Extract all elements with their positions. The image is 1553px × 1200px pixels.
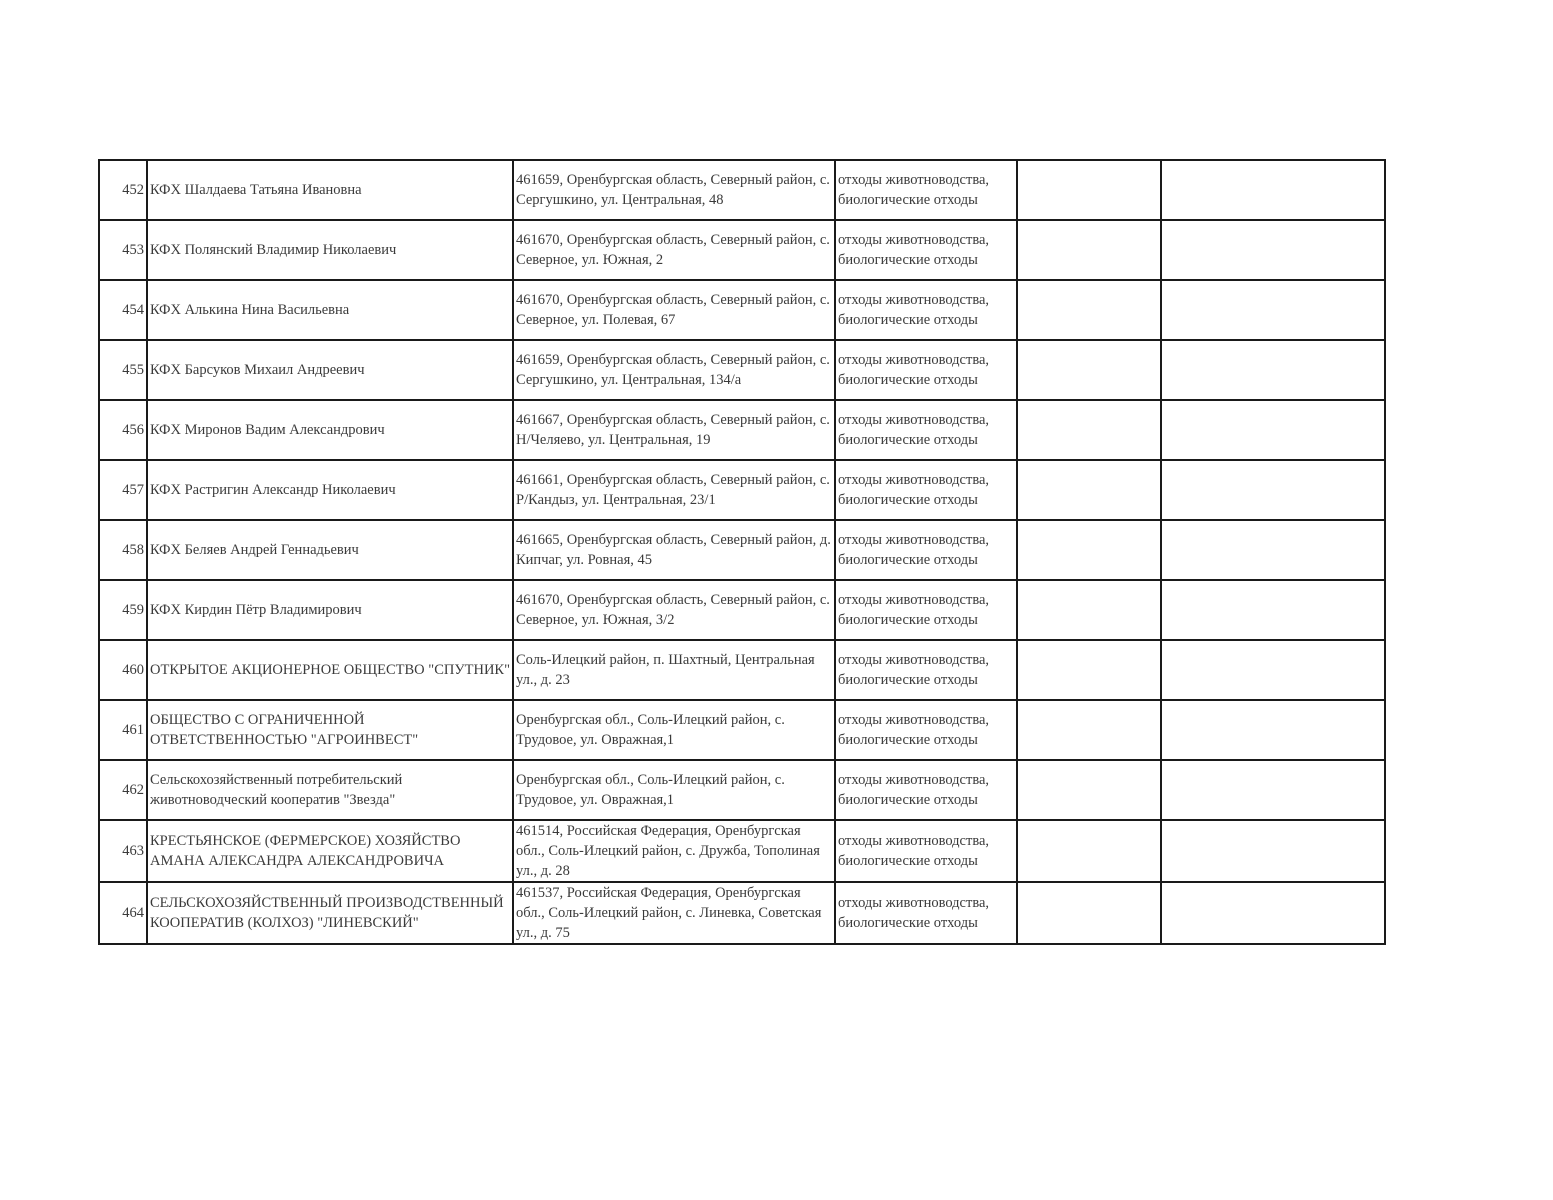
empty-cell: [1017, 220, 1161, 280]
address-cell: Оренбургская обл., Соль-Илецкий район, с. Трудовое, ул. Овражная,1: [513, 700, 835, 760]
address-cell: Соль-Илецкий район, п. Шахтный, Центральная ул., д. 23: [513, 640, 835, 700]
waste-type-cell: отходы животноводства, биологические отходы: [835, 340, 1017, 400]
address-cell: 461661, Оренбургская область, Северный район, с. Р/Кандыз, ул. Центральная, 23/1: [513, 460, 835, 520]
waste-type-cell: отходы животноводства, биологические отходы: [835, 220, 1017, 280]
row-number-cell: 460: [99, 640, 147, 700]
table-row: [99, 340, 1385, 400]
empty-cell: [1161, 520, 1385, 580]
row-number-cell: 464: [99, 882, 147, 944]
empty-cell: [1017, 160, 1161, 220]
address-cell: 461659, Оренбургская область, Северный район, с. Сергушкино, ул. Центральная, 134/а: [513, 340, 835, 400]
row-number-cell: 457: [99, 460, 147, 520]
empty-cell: [1017, 820, 1161, 882]
empty-cell: [1161, 640, 1385, 700]
row-number-cell: 458: [99, 520, 147, 580]
organization-name-cell: КФХ Кирдин Пётр Владимирович: [147, 580, 513, 640]
empty-cell: [1161, 820, 1385, 882]
row-number-cell: 462: [99, 760, 147, 820]
empty-cell: [1161, 882, 1385, 944]
row-number-cell: 455: [99, 340, 147, 400]
waste-type-cell: отходы животноводства, биологические отходы: [835, 700, 1017, 760]
row-number-cell: 459: [99, 580, 147, 640]
address-cell: 461665, Оренбургская область, Северный район, д. Кипчаг, ул. Ровная, 45: [513, 520, 835, 580]
empty-cell: [1161, 280, 1385, 340]
organization-name-cell: СЕЛЬСКОХОЗЯЙСТВЕННЫЙ ПРОИЗВОДСТВЕННЫЙ КООПЕРАТИВ (КОЛХОЗ) "ЛИНЕВСКИЙ": [147, 882, 513, 944]
table-row: [99, 760, 1385, 820]
empty-cell: [1017, 400, 1161, 460]
organization-name-cell: КФХ Шалдаева Татьяна Ивановна: [147, 160, 513, 220]
address-cell: 461667, Оренбургская область, Северный район, с. Н/Челяево, ул. Центральная, 19: [513, 400, 835, 460]
row-number-cell: 456: [99, 400, 147, 460]
empty-cell: [1161, 400, 1385, 460]
organization-name-cell: КФХ Миронов Вадим Александрович: [147, 400, 513, 460]
empty-cell: [1161, 220, 1385, 280]
table-row: [99, 280, 1385, 340]
organization-name-cell: КРЕСТЬЯНСКОЕ (ФЕРМЕРСКОЕ) ХОЗЯЙСТВО АМАНА АЛЕКСАНДРА АЛЕКСАНДРОВИЧА: [147, 820, 513, 882]
table-row: [99, 640, 1385, 700]
empty-cell: [1017, 280, 1161, 340]
waste-type-cell: отходы животноводства, биологические отходы: [835, 460, 1017, 520]
empty-cell: [1017, 640, 1161, 700]
empty-cell: [1161, 700, 1385, 760]
table-row: [99, 220, 1385, 280]
empty-cell: [1161, 760, 1385, 820]
organization-name-cell: КФХ Полянский Владимир Николаевич: [147, 220, 513, 280]
empty-cell: [1161, 160, 1385, 220]
organization-name-cell: КФХ Беляев Андрей Геннадьевич: [147, 520, 513, 580]
address-cell: 461659, Оренбургская область, Северный район, с. Сергушкино, ул. Центральная, 48: [513, 160, 835, 220]
waste-type-cell: отходы животноводства, биологические отходы: [835, 760, 1017, 820]
empty-cell: [1017, 520, 1161, 580]
empty-cell: [1017, 340, 1161, 400]
empty-cell: [1161, 460, 1385, 520]
organization-name-cell: ОБЩЕСТВО С ОГРАНИЧЕННОЙ ОТВЕТСТВЕННОСТЬЮ "АГРОИНВЕСТ": [147, 700, 513, 760]
empty-cell: [1017, 760, 1161, 820]
waste-type-cell: отходы животноводства, биологические отходы: [835, 640, 1017, 700]
table-row: [99, 520, 1385, 580]
organization-name-cell: КФХ Растригин Александр Николаевич: [147, 460, 513, 520]
empty-cell: [1017, 882, 1161, 944]
table-row: [99, 580, 1385, 640]
organization-name-cell: КФХ Алькина Нина Васильевна: [147, 280, 513, 340]
organization-name-cell: Сельскохозяйственный потребительский животноводческий кооператив "Звезда": [147, 760, 513, 820]
registry-table-body: [99, 160, 1385, 944]
table-row: [99, 460, 1385, 520]
table-row: [99, 820, 1385, 882]
waste-type-cell: отходы животноводства, биологические отходы: [835, 820, 1017, 882]
address-cell: 461670, Оренбургская область, Северный район, с. Северное, ул. Полевая, 67: [513, 280, 835, 340]
table-row: [99, 700, 1385, 760]
empty-cell: [1017, 460, 1161, 520]
address-cell: 461670, Оренбургская область, Северный район, с. Северное, ул. Южная, 2: [513, 220, 835, 280]
organization-name-cell: КФХ Барсуков Михаил Андреевич: [147, 340, 513, 400]
row-number-cell: 453: [99, 220, 147, 280]
row-number-cell: 452: [99, 160, 147, 220]
empty-cell: [1017, 700, 1161, 760]
empty-cell: [1017, 580, 1161, 640]
row-number-cell: 454: [99, 280, 147, 340]
waste-type-cell: отходы животноводства, биологические отходы: [835, 400, 1017, 460]
waste-type-cell: отходы животноводства, биологические отходы: [835, 882, 1017, 944]
empty-cell: [1161, 340, 1385, 400]
waste-type-cell: отходы животноводства, биологические отходы: [835, 580, 1017, 640]
address-cell: 461514, Российская Федерация, Оренбургская обл., Соль-Илецкий район, с. Дружба, Тополиная ул., д. 28: [513, 820, 835, 882]
waste-type-cell: отходы животноводства, биологические отходы: [835, 280, 1017, 340]
address-cell: Оренбургская обл., Соль-Илецкий район, с. Трудовое, ул. Овражная,1: [513, 760, 835, 820]
table-row: [99, 882, 1385, 944]
address-cell: 461537, Российская Федерация, Оренбургская обл., Соль-Илецкий район, с. Линевка, Советская ул., д. 75: [513, 882, 835, 944]
waste-type-cell: отходы животноводства, биологические отходы: [835, 160, 1017, 220]
row-number-cell: 463: [99, 820, 147, 882]
registry-table: [98, 159, 1386, 945]
table-row: [99, 400, 1385, 460]
empty-cell: [1161, 580, 1385, 640]
row-number-cell: 461: [99, 700, 147, 760]
table-row: [99, 160, 1385, 220]
organization-name-cell: ОТКРЫТОЕ АКЦИОНЕРНОЕ ОБЩЕСТВО "СПУТНИК": [147, 640, 513, 700]
waste-type-cell: отходы животноводства, биологические отходы: [835, 520, 1017, 580]
address-cell: 461670, Оренбургская область, Северный район, с. Северное, ул. Южная, 3/2: [513, 580, 835, 640]
